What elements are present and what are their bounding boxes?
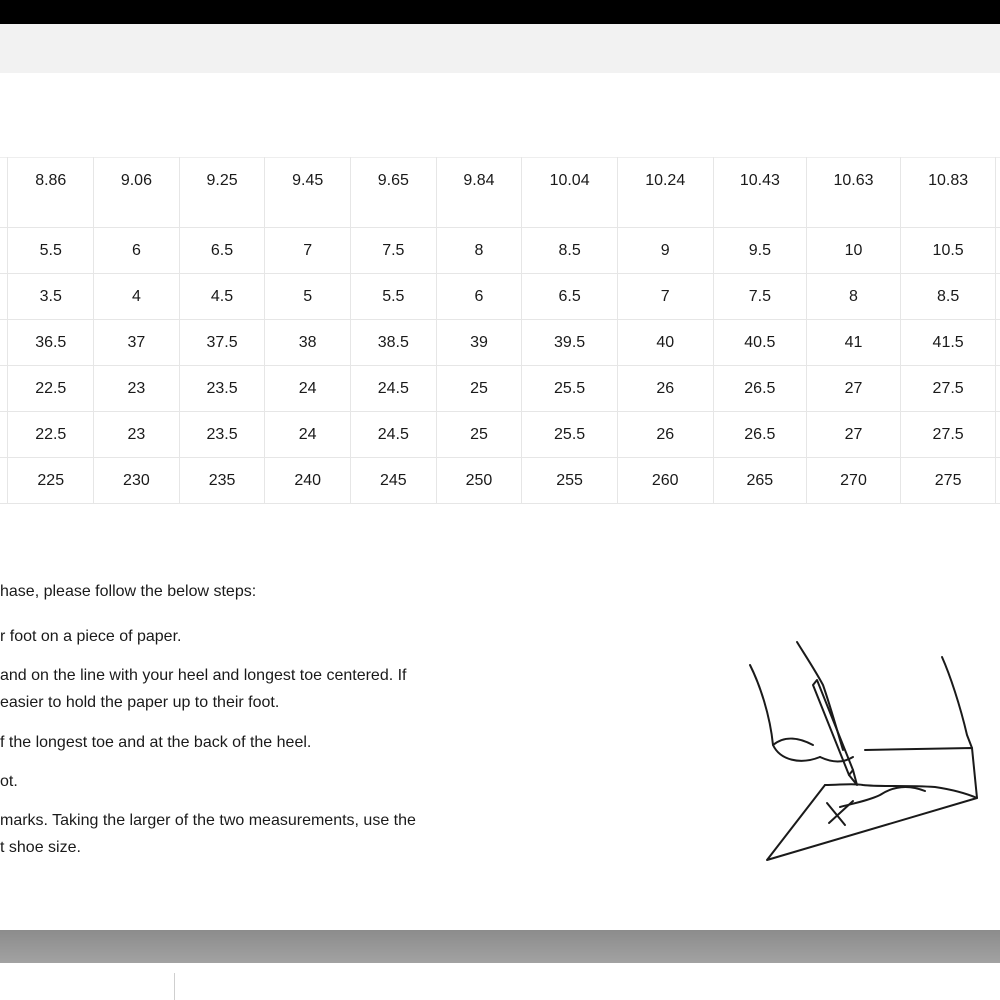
size-cell: 9 — [617, 228, 713, 274]
size-cell: 37 — [94, 320, 180, 366]
size-cell: 26 — [617, 412, 713, 458]
row-overflow-cell — [996, 228, 1000, 274]
size-cell: 27 — [807, 412, 901, 458]
size-cell: 24 — [265, 412, 351, 458]
browser-toolbar — [0, 24, 1000, 73]
size-cell: 10.04 — [522, 158, 618, 228]
size-cell: 7.5 — [351, 228, 437, 274]
size-cell: 235 — [179, 458, 265, 504]
size-cell: 6.5 — [522, 274, 618, 320]
footer-divider — [174, 973, 175, 1000]
size-cell: 255 — [522, 458, 618, 504]
size-cell: 24.5 — [351, 412, 437, 458]
instruction-step: ot. — [0, 773, 18, 790]
size-cell: 10.43 — [713, 158, 807, 228]
size-cell: 245 — [351, 458, 437, 504]
size-cell: 9.5 — [713, 228, 807, 274]
row-overflow-cell — [996, 412, 1000, 458]
size-row — [0, 412, 1000, 458]
size-cell: 270 — [807, 458, 901, 504]
size-cell: 8 — [436, 228, 522, 274]
size-row — [0, 158, 1000, 228]
row-overflow-cell — [996, 366, 1000, 412]
size-row — [0, 458, 1000, 504]
size-cell: 40 — [617, 320, 713, 366]
size-cell: 240 — [265, 458, 351, 504]
instruction-step: f the longest toe and at the back of the heel. — [0, 734, 312, 751]
size-cell: 22.5 — [8, 412, 94, 458]
size-cell: 10.63 — [807, 158, 901, 228]
size-cell: 39.5 — [522, 320, 618, 366]
size-cell: 8.5 — [900, 274, 996, 320]
size-cell: 9.25 — [179, 158, 265, 228]
size-cell: 225 — [8, 458, 94, 504]
size-cell: 5.5 — [8, 228, 94, 274]
size-cell: 23 — [94, 366, 180, 412]
size-cell: 27.5 — [900, 412, 996, 458]
size-cell: 27.5 — [900, 366, 996, 412]
size-cell: 5 — [265, 274, 351, 320]
size-cell: 250 — [436, 458, 522, 504]
foot-tracing-illustration — [745, 635, 1000, 865]
instruction-step: marks. Taking the larger of the two measurements, use the — [0, 812, 416, 829]
instruction-step: and on the line with your heel and longest toe centered. If — [0, 667, 407, 684]
size-cell: 8 — [807, 274, 901, 320]
size-cell: 7 — [265, 228, 351, 274]
size-cell: 23.5 — [179, 366, 265, 412]
size-cell: 24.5 — [351, 366, 437, 412]
size-cell: 9.45 — [265, 158, 351, 228]
row-label-cell — [0, 228, 8, 274]
bottom-scroll-bar — [0, 930, 1000, 963]
size-cell: 7.5 — [713, 274, 807, 320]
size-cell: 4.5 — [179, 274, 265, 320]
size-cell: 9.06 — [94, 158, 180, 228]
row-label-cell — [0, 412, 8, 458]
size-cell: 37.5 — [179, 320, 265, 366]
size-cell: 8.86 — [8, 158, 94, 228]
size-row — [0, 366, 1000, 412]
size-cell: 4 — [94, 274, 180, 320]
size-cell: 10.83 — [900, 158, 996, 228]
row-label-cell — [0, 320, 8, 366]
size-cell: 10 — [807, 228, 901, 274]
size-cell: 26.5 — [713, 412, 807, 458]
size-cell: 3.5 — [8, 274, 94, 320]
instruction-step: r foot on a piece of paper. — [0, 628, 182, 645]
size-cell: 6 — [94, 228, 180, 274]
instructions-intro: hase, please follow the below steps: — [0, 583, 257, 600]
size-cell: 39 — [436, 320, 522, 366]
instruction-step: t shoe size. — [0, 839, 81, 856]
size-cell: 27 — [807, 366, 901, 412]
size-cell: 10.24 — [617, 158, 713, 228]
instruction-step: easier to hold the paper up to their foot. — [0, 694, 280, 711]
size-cell: 8.5 — [522, 228, 618, 274]
size-cell: 23 — [94, 412, 180, 458]
size-cell: 24 — [265, 366, 351, 412]
row-label-cell — [0, 366, 8, 412]
size-cell: 275 — [900, 458, 996, 504]
row-label-cell — [0, 458, 8, 504]
size-cell: 38.5 — [351, 320, 437, 366]
size-cell: 41.5 — [900, 320, 996, 366]
size-cell: 26 — [617, 366, 713, 412]
size-cell: 25.5 — [522, 412, 618, 458]
size-row — [0, 274, 1000, 320]
size-cell: 25 — [436, 412, 522, 458]
size-cell: 9.65 — [351, 158, 437, 228]
size-cell: 230 — [94, 458, 180, 504]
size-cell: 36.5 — [8, 320, 94, 366]
size-cell: 6 — [436, 274, 522, 320]
size-cell: 23.5 — [179, 412, 265, 458]
size-cell: 5.5 — [351, 274, 437, 320]
row-overflow-cell — [996, 274, 1000, 320]
size-row — [0, 228, 1000, 274]
size-cell: 41 — [807, 320, 901, 366]
size-cell: 26.5 — [713, 366, 807, 412]
row-label-cell — [0, 158, 8, 228]
row-label-cell — [0, 274, 8, 320]
size-row — [0, 320, 1000, 366]
size-cell: 7 — [617, 274, 713, 320]
size-chart-table — [0, 157, 1000, 504]
size-cell: 25.5 — [522, 366, 618, 412]
size-cell: 6.5 — [179, 228, 265, 274]
size-cell: 38 — [265, 320, 351, 366]
size-cell: 9.84 — [436, 158, 522, 228]
size-cell: 265 — [713, 458, 807, 504]
size-cell: 40.5 — [713, 320, 807, 366]
size-cell: 25 — [436, 366, 522, 412]
row-overflow-cell — [996, 458, 1000, 504]
row-overflow-cell — [996, 320, 1000, 366]
size-cell: 260 — [617, 458, 713, 504]
window-top-bar — [0, 0, 1000, 24]
row-overflow-cell — [996, 158, 1000, 228]
size-cell: 22.5 — [8, 366, 94, 412]
size-cell: 10.5 — [900, 228, 996, 274]
